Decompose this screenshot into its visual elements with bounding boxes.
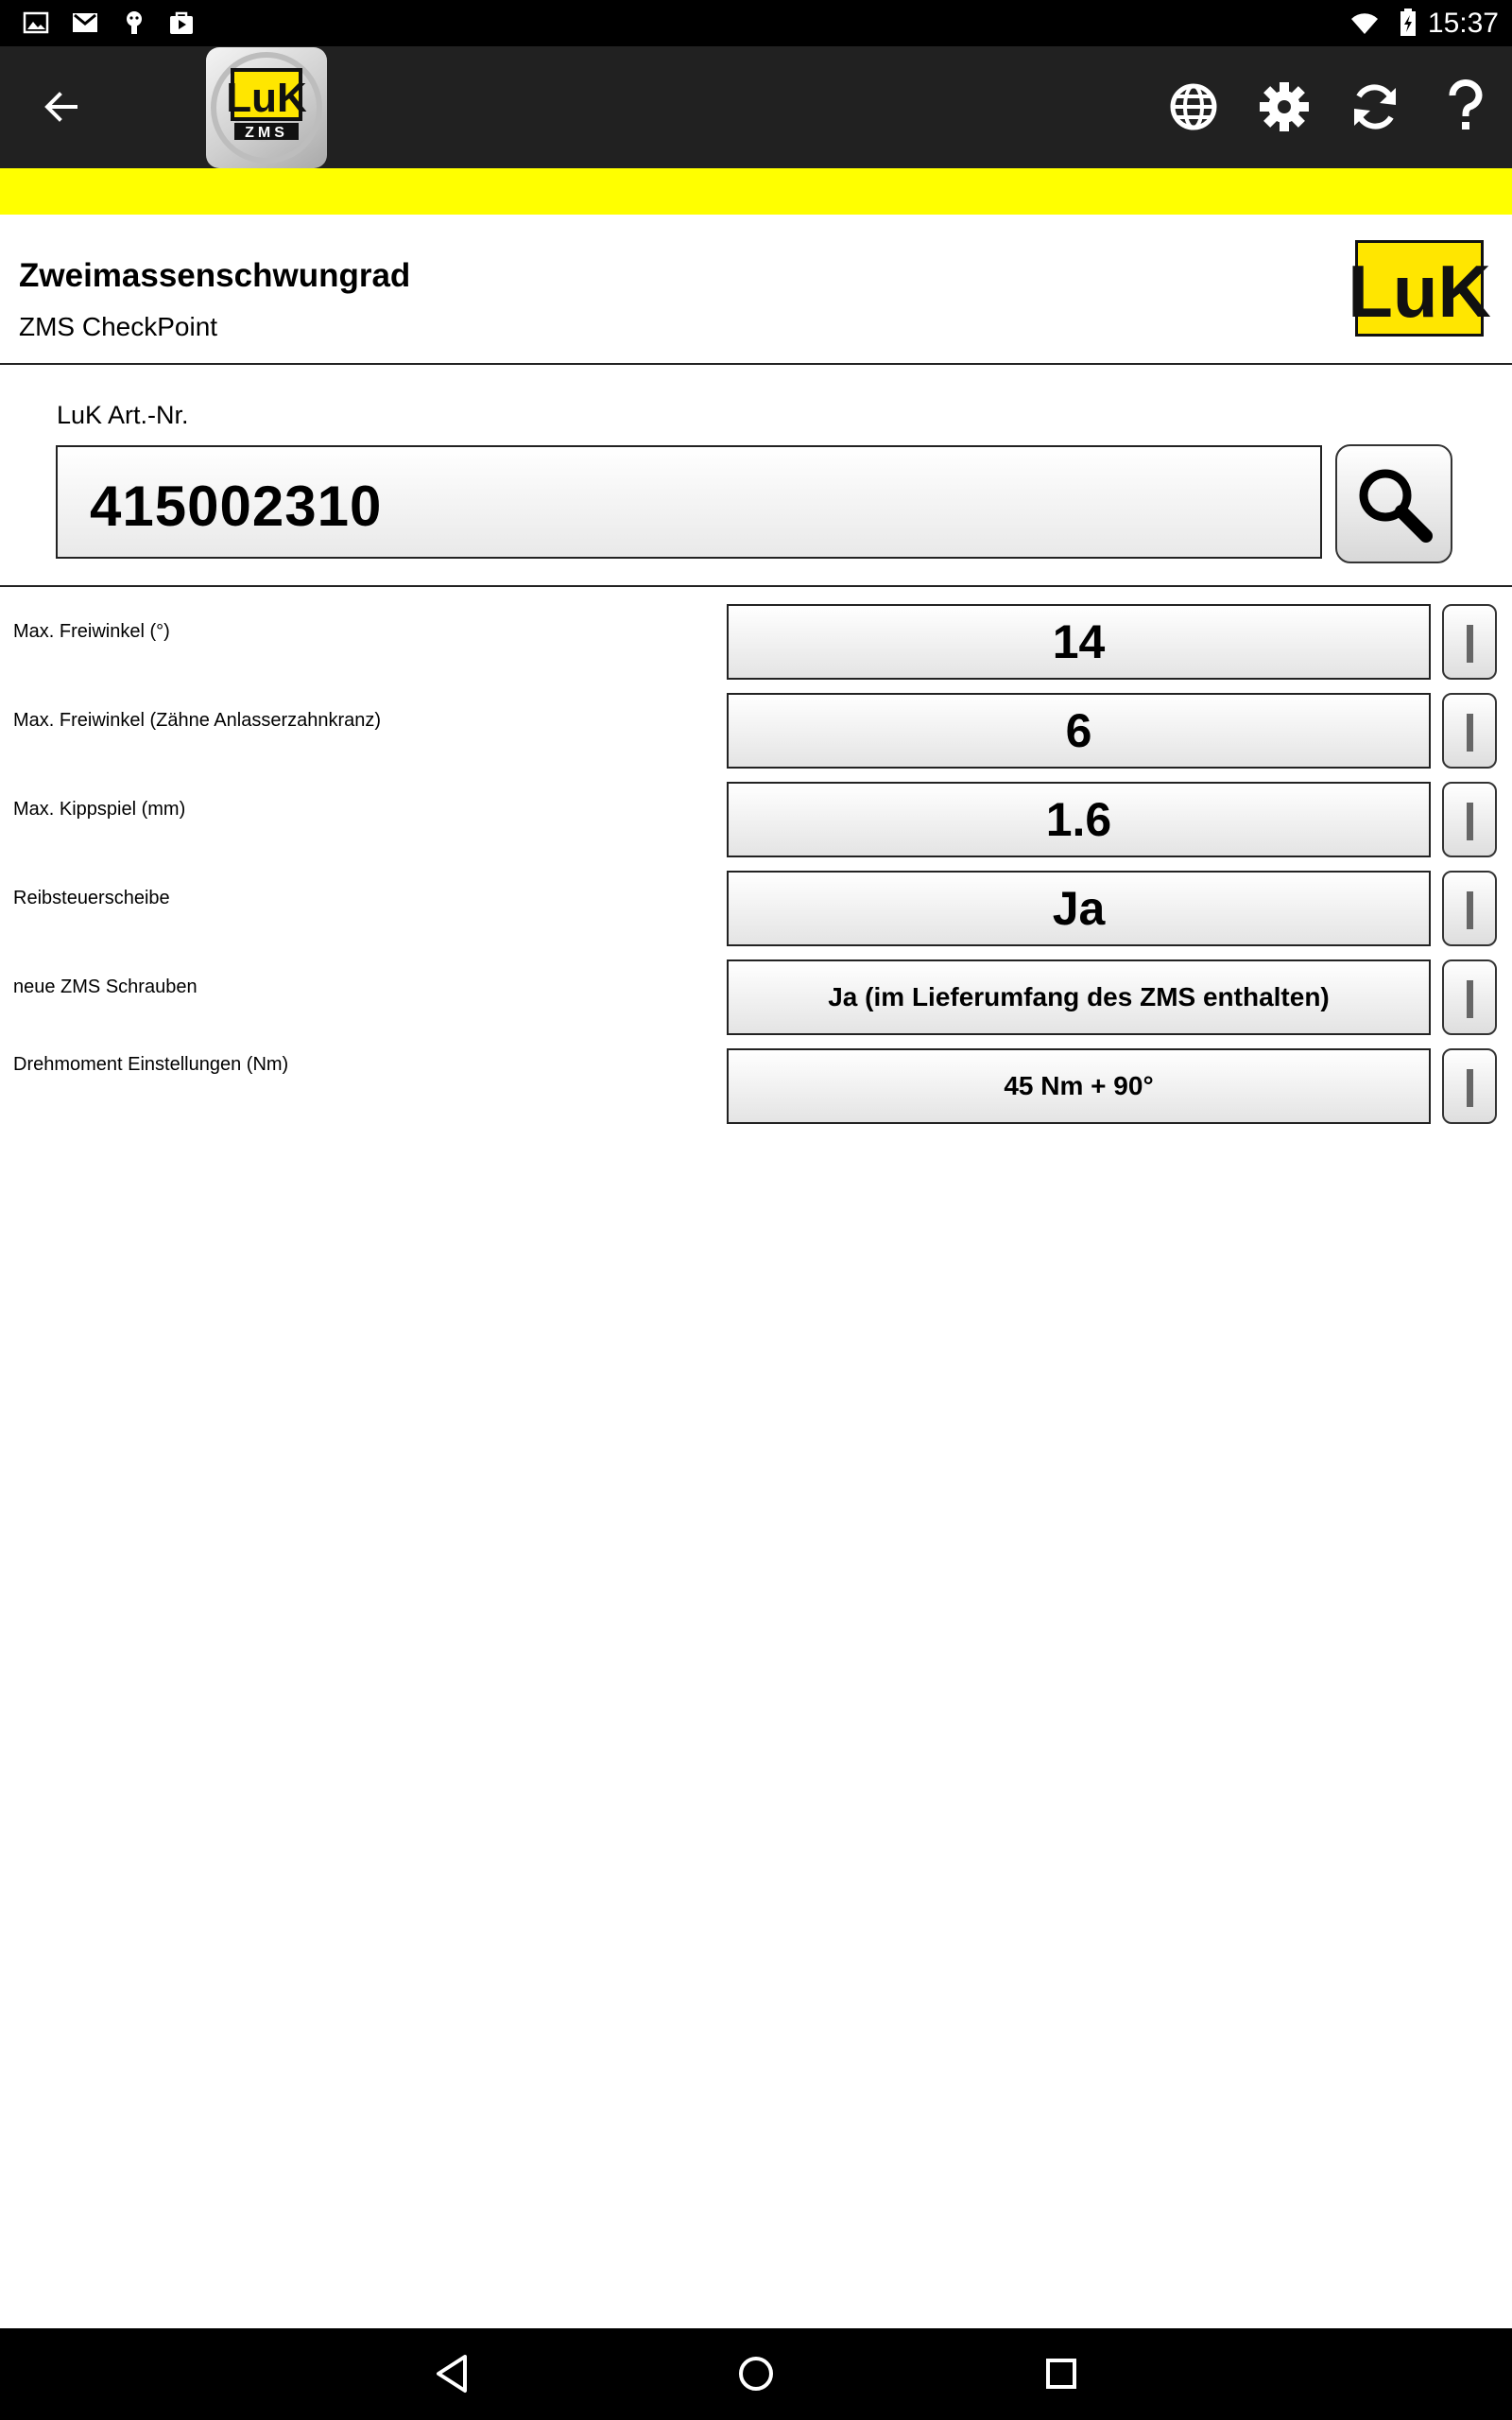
store-icon: [166, 8, 197, 38]
help-icon: [1447, 80, 1485, 133]
image-icon: [21, 8, 51, 38]
spec-info-button[interactable]: [1442, 1048, 1497, 1124]
app-icon[interactable]: [206, 47, 327, 168]
wifi-icon: [1349, 8, 1380, 38]
article-number-value: 415002310: [90, 475, 383, 538]
spec-row: [0, 871, 1512, 946]
nav-back-button[interactable]: [423, 2345, 480, 2402]
status-bar: [0, 0, 1512, 46]
spec-info-button[interactable]: [1442, 959, 1497, 1035]
spec-value: Ja (im Lieferumfang des ZMS enthalten): [727, 959, 1431, 1035]
search-button[interactable]: [1335, 444, 1452, 563]
spec-label: Reibsteuerscheibe: [13, 888, 170, 908]
accent-band: [0, 168, 1512, 215]
gear-icon: [1258, 80, 1311, 133]
arrow-left-icon: [40, 86, 81, 128]
info-bar-icon: [1467, 714, 1473, 752]
luk-logo-mark: [1348, 243, 1491, 334]
info-bar-icon: [1467, 1069, 1473, 1107]
spec-row: [0, 604, 1512, 680]
spec-label: neue ZMS Schrauben: [13, 977, 198, 997]
luk-zms-logo: [206, 47, 327, 168]
spec-label: Max. Kippspiel (mm): [13, 799, 186, 820]
info-bar-icon: [1467, 803, 1473, 840]
spec-label: Max. Freiwinkel (°): [13, 621, 170, 642]
nav-recents-button[interactable]: [1033, 2345, 1090, 2402]
gmail-icon: [70, 8, 100, 38]
spec-info-button[interactable]: [1442, 693, 1497, 769]
globe-icon: [1168, 81, 1219, 132]
spec-info-button[interactable]: [1442, 604, 1497, 680]
info-bar-icon: [1467, 980, 1473, 1018]
spec-row: [0, 782, 1512, 857]
home-circle-icon: [736, 2354, 776, 2394]
spec-info-button[interactable]: [1442, 782, 1497, 857]
spec-label: Max. Freiwinkel (Zähne Anlasserzahnkranz): [13, 710, 382, 731]
help-button[interactable]: [1428, 69, 1503, 145]
refresh-button[interactable]: [1337, 69, 1413, 145]
page-subtitle: ZMS CheckPoint: [19, 312, 218, 341]
android-debug-icon: [119, 8, 149, 38]
divider: [0, 585, 1512, 587]
info-bar-icon: [1467, 891, 1473, 929]
settings-button[interactable]: [1246, 69, 1322, 145]
back-button[interactable]: [23, 69, 98, 145]
language-button[interactable]: [1156, 69, 1231, 145]
battery-charging-icon: [1393, 8, 1423, 38]
info-bar-icon: [1467, 625, 1473, 663]
recents-square-icon: [1044, 2357, 1078, 2391]
article-number-input[interactable]: [56, 445, 1322, 559]
clock: 15:37: [1427, 8, 1499, 39]
refresh-icon: [1349, 80, 1401, 133]
luk-logo: [1348, 240, 1491, 337]
divider: [0, 363, 1512, 365]
spec-info-button[interactable]: [1442, 871, 1497, 946]
search-icon: [1354, 464, 1434, 544]
spec-value: 14: [727, 604, 1431, 680]
article-number-label: LuK Art.-Nr.: [57, 401, 189, 429]
nav-home-button[interactable]: [728, 2345, 784, 2402]
spec-row: [0, 693, 1512, 769]
back-triangle-icon: [433, 2353, 471, 2394]
spec-value: 1.6: [727, 782, 1431, 857]
app-icon-badge: ZMS: [245, 125, 288, 141]
spec-row: [0, 959, 1512, 1035]
spec-row: [0, 1048, 1512, 1124]
system-nav-bar: [0, 2328, 1512, 2420]
spec-value: 45 Nm + 90°: [727, 1048, 1431, 1124]
spec-value: 6: [727, 693, 1431, 769]
spec-value: Ja: [727, 871, 1431, 946]
brand-logo-text: LuK: [1348, 250, 1491, 333]
spec-label: Drehmoment Einstellungen (Nm): [13, 1054, 289, 1075]
page-title: Zweimassenschwungrad: [19, 257, 411, 294]
logo-text: LuK: [226, 75, 307, 121]
